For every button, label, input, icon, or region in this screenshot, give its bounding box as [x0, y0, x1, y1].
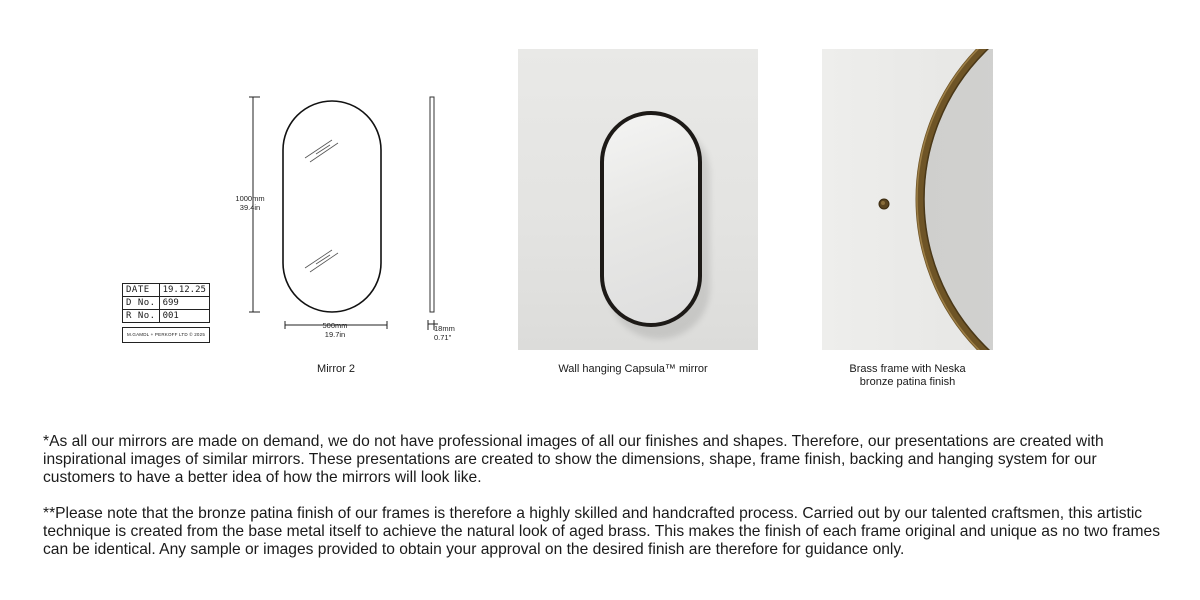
stamp-row: DATE 19.12.25 [123, 284, 210, 297]
mirror-glass [924, 49, 993, 350]
maker-mark: M.GAMDL + PERKOFF LTD © 2025 [122, 327, 210, 343]
disclaimer-notes [43, 433, 1163, 577]
depth-dimension-label: 18mm 0.71" [434, 324, 455, 342]
technical-drawing [110, 80, 480, 380]
brass-frame-caption: Brass frame with Neska bronze patina finish [849, 363, 966, 388]
drawing-stamp [122, 283, 210, 323]
wall-hanging-photo [518, 49, 758, 350]
note-made-on-demand: *As all our mirrors are made on demand, we do not have professional images of all our finishes and shapes. Therefore, our presentations are created with inspirational images of similar mirrors. These presentations are created to show the dimensions, shape, frame finish, backing and hanging system for our customers to have a better idea of how the mirrors will look like. [43, 433, 1104, 486]
stamp-row: D No. 699 [123, 297, 210, 310]
capsule-mirror [600, 111, 702, 327]
drawing-caption: Mirror 2 [317, 363, 355, 375]
mirror-outline [283, 101, 381, 312]
stamp-row: R No. 001 [123, 310, 210, 323]
note-bronze-patina: **Please note that the bronze patina finish of our frames is therefore a highly skilled and handcrafted process. Carried out by our talented craftsmen, this artistic technique is created from the base metal itself to achieve the natural look of aged brass. This makes the finish of each frame original and unique as no two frames can be identical. Any sample or images provided to obtain your approval on the desired finish are therefore for guidance only. [43, 505, 1161, 558]
width-dimension-label: 500mm 19.7in [322, 321, 348, 339]
height-dimension-label: 1000mm 39.4in [235, 194, 265, 212]
glass-reflection-marks [305, 140, 338, 272]
wall-hanging-caption: Wall hanging Capsula™ mirror [558, 363, 708, 375]
brass-frame-photo [822, 49, 993, 350]
mirror-side-profile [430, 97, 434, 312]
